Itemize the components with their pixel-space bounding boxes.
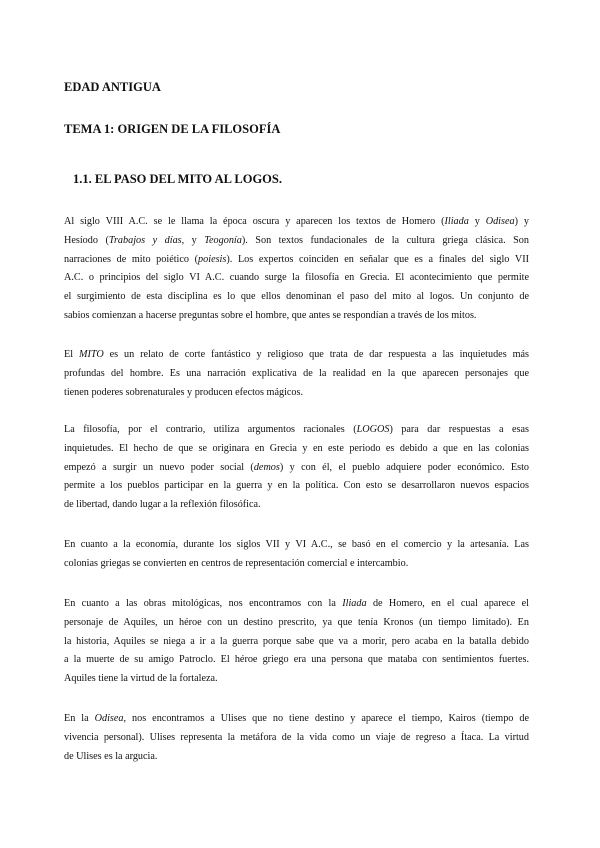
- text-line: El MITO es un relato de corte fantástico y religioso que trata de dar respuesta a las inquietudes más: [64, 349, 529, 360]
- text-line: Hesíodo (Trabajos y días, y Teogonía). Son textos fundacionales de la cultura griega clásica. Son: [64, 234, 529, 246]
- text-line: vivencia personal). Ulises representa la metáfora de la vida como un viaje de regreso a Ítaca. La virtud: [64, 731, 529, 743]
- text-line: permite a los pueblos participar en la guerra y en la política. Con esto se desarrollaron nuevos espacios: [64, 480, 529, 492]
- text-line: empezó a surgir un nuevo poder social (demos) y con él, el pueblo adquiere poder económico. Esto: [64, 461, 529, 473]
- paragraph-5: [64, 595, 529, 689]
- text-line: La filosofía, por el contrario, utiliza argumentos racionales (LOGOS) para dar respuestas a esas: [64, 424, 530, 435]
- heading-age: EDAD ANTIGUA: [64, 80, 161, 94]
- text-line: el surgimiento de esta disciplina es lo que ellos denominan el paso del mito al logos. Un conjunto de: [64, 291, 529, 303]
- text-line: tienen poderes sobrenaturales y producen efectos mágicos.: [64, 386, 304, 398]
- text-line: a la muerte de su amigo Patroclo. El héroe griego era una persona que mataba con sentimientos fuertes.: [64, 654, 529, 666]
- text-line: A.C. o principios del siglo VI A.C. cuando surge la filosofía en Grecia. El acontecimiento que permite: [64, 272, 529, 284]
- text-line: En la Odisea, nos encontramos a Ulises que no tiene destino y aparece el tiempo, Kairos (tiempo de: [64, 713, 529, 724]
- text-line: de libertad, dando lugar a la reflexión filosófica.: [64, 499, 261, 511]
- text-line: personaje de Aquiles, un héroe con un destino prescrito, ya que tenía Kronos (un tiempo limitado). En: [64, 616, 529, 628]
- paragraph-6: [64, 710, 529, 766]
- heading-topic: TEMA 1: ORIGEN DE LA FILOSOFÍA: [64, 122, 281, 136]
- heading-section: 1.1. EL PASO DEL MITO AL LOGOS.: [73, 172, 282, 186]
- text-line: Al siglo VIII A.C. se le llama la época oscura y aparecen los textos de Homero (Iliada y Odisea) y: [64, 216, 529, 227]
- text-line: sabios comienzan a hacerse preguntas sobre el hombre, que antes se respondían a través de los mitos.: [64, 309, 477, 321]
- paragraph-4: [64, 536, 529, 574]
- text-line: de Ulises es la argucia.: [64, 750, 158, 762]
- paragraph-3: [64, 421, 529, 515]
- text-line: Aquiles tiene la virtud de la fortaleza.: [64, 673, 218, 685]
- text-line: En cuanto a las obras mitológicas, nos encontramos con la Iliada de Homero, en el cual aparece el: [64, 598, 529, 609]
- paragraph-2: [64, 346, 529, 402]
- text-line: En cuanto a la economía, durante los siglos VII y VI A.C., se basó en el comercio y la artesanía. Las: [64, 539, 529, 550]
- text-line: colonias griegas se convierten en centros de representación comercial e intercambio.: [64, 557, 409, 569]
- text-line: profundas del hombre. Es una narración explicativa de la realidad en la que aparecen personajes que: [64, 367, 529, 379]
- text-line: la historia, Aquiles se niega a ir a la guerra porque sabe que va a morir, pero acaba en la batalla debido: [64, 635, 529, 647]
- text-line: inquietudes. El hecho de que se originara en Grecia y en este periodo es debido a que en las colonias: [64, 442, 529, 454]
- paragraph-1: [64, 213, 529, 326]
- text-line: narraciones de mito poiético (poiesis). Los expertos coinciden en señalar que es a finales del siglo VII: [64, 253, 530, 265]
